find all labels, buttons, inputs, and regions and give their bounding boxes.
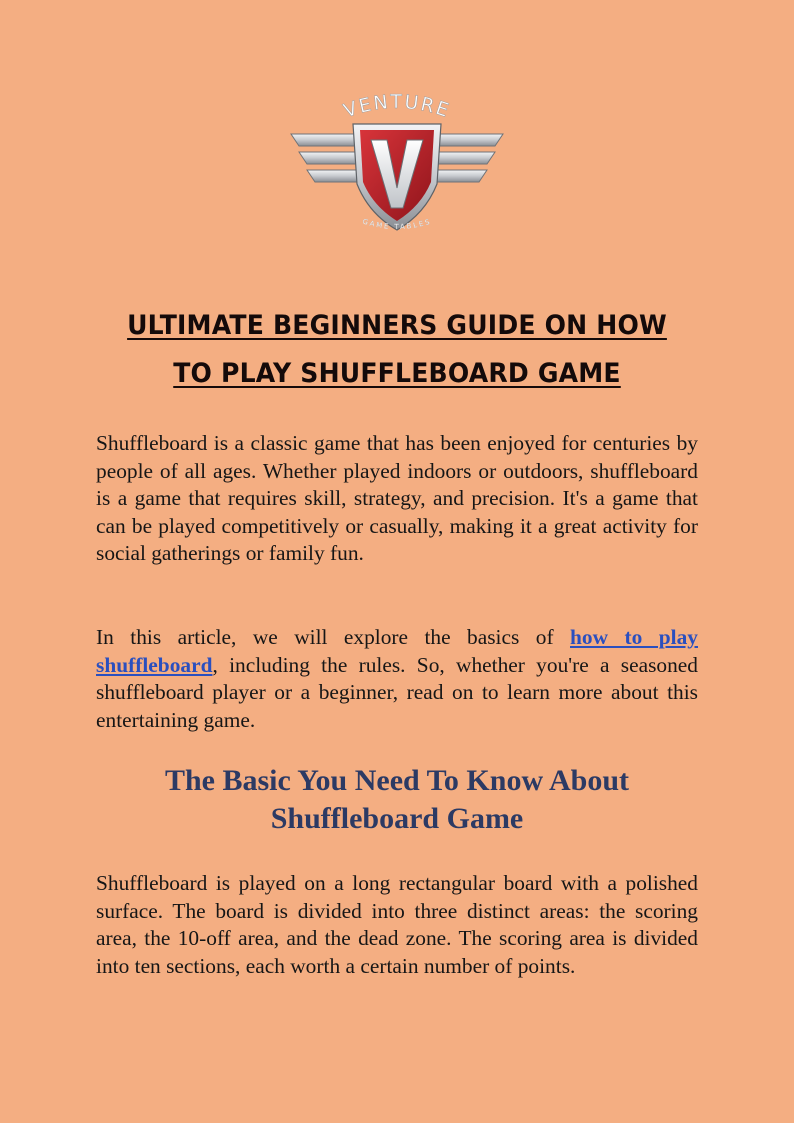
intro-paragraph-2-after: , including the rules. So, whether you're a seasoned shuffleboard player or a beginner, read on to learn more about this entertaining game.	[96, 652, 698, 732]
section-heading	[96, 762, 698, 838]
logo-top-text: VENTURE	[340, 92, 454, 123]
how-to-play-shuffleboard-link[interactable]: how to play shuffleboard	[96, 625, 698, 677]
section-heading-line-2: Shuffleboard Game	[270, 802, 524, 835]
logo-bottom-text: GAME TABLES	[361, 217, 433, 232]
intro-paragraph-2-before: In this article, we will explore the basics of	[96, 625, 571, 649]
page-title	[84, 302, 711, 398]
intro-paragraph-1: Shuffleboard is a classic game that has been enjoyed for centuries by people of all ages. Whether played indoors or outdoors, shuffleboard is a game that requires skill, strategy, and precision. It's a game that can be played competitively or casually, making it a great activity for social gatherings or family fun.	[96, 431, 698, 565]
title-line-2: TO PLAY SHUFFLEBOARD GAME	[173, 358, 621, 389]
venture-logo	[285, 92, 509, 244]
venture-logo-graphic	[285, 92, 509, 244]
title-line-1: ULTIMATE BEGINNERS GUIDE ON HOW	[127, 310, 667, 341]
intro-paragraph-2	[96, 624, 698, 734]
section-paragraph: Shuffleboard is played on a long rectangular board with a polished surface. The board is divided into three distinct areas: the scoring area, the 10-off area, and the dead zone. The scoring area is divided into ten sections, each worth a certain number of points.	[96, 871, 698, 978]
section-heading-line-1: The Basic You Need To Know About	[164, 764, 629, 797]
